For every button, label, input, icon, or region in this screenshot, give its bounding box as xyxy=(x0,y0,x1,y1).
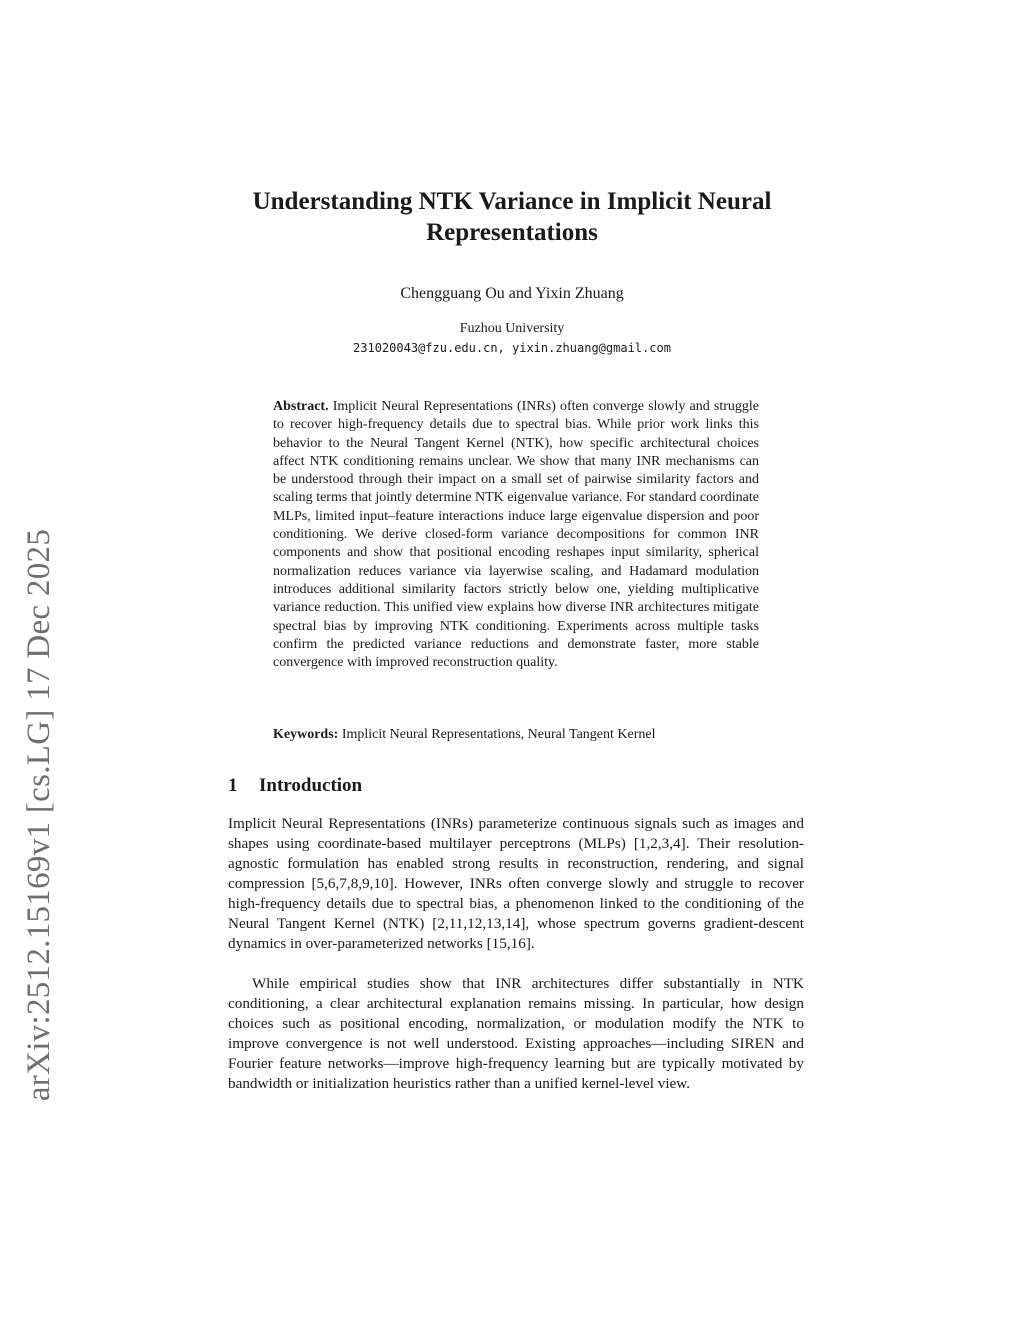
abstract xyxy=(273,398,759,672)
author-emails: 231020043@fzu.edu.cn, yixin.zhuang@gmail.com xyxy=(353,341,671,355)
abstract-text: Implicit Neural Representations (INRs) often converge slowly and struggle to recover high-frequency details due to spectral bias. While prior work links this behavior to the Neural Tangent Kernel (NTK), how specific architectural choices affect NTK conditioning remains unclear. We show that many INR mechanisms can be understood through their impact on a small set of pairwise similarity factors and scaling terms that jointly determine NTK eigenvalue variance. For standard coordinate MLPs, limited input–feature interactions induce large eigenvalue dispersion and poor conditioning. We derive closed-form variance decompositions for common INR components and show that positional encoding reshapes input similarity, spherical normalization reduces variance via layerwise scaling, and Hadamard modulation introduces additional similarity factors strictly below one, yielding multiplicative variance reduction. This unified view explains how diverse INR architectures mitigate spectral bias by improving NTK conditioning. Experiments across multiple tasks confirm the predicted variance reductions and demonstrate faster, more stable convergence with improved reconstruction quality. xyxy=(273,399,759,671)
paper-authors: Chengguang Ou and Yixin Zhuang xyxy=(400,285,624,302)
section-number: 1 xyxy=(228,775,238,796)
paper-title: Understanding NTK Variance in Implicit Neural Representations xyxy=(252,188,772,246)
keywords xyxy=(273,726,759,744)
section-title: Introduction xyxy=(259,775,363,796)
section-heading-introduction xyxy=(228,774,362,798)
intro-paragraph-2: While empirical studies show that INR architectures differ substantially in NTK conditioning, a clear architectural explanation remains missing. In particular, how design choices such as positional encoding, normalization, or modulation modify the NTK to improve convergence is not well understood. Existing approaches—including SIREN and Fourier feature networks—improve high-frequency learning but are typically motivated by bandwidth or initialization heuristics rather than a unified kernel-level view. xyxy=(228,975,804,1092)
abstract-label: Abstract. xyxy=(273,399,329,414)
keywords-text: Implicit Neural Representations, Neural Tangent Kernel xyxy=(341,727,656,742)
author-affiliation: Fuzhou University xyxy=(459,321,565,336)
arxiv-identifier-text: arXiv:2512.15169v1 [cs.LG] 17 Dec 2025 xyxy=(21,528,57,1102)
arxiv-identifier-stamp xyxy=(14,370,64,1260)
intro-paragraph-1: Implicit Neural Representations (INRs) parameterize continuous signals such as images and shapes using coordinate-based multilayer perceptrons (MLPs) [1,2,3,4]. Their resolution-agnostic formulation has enabled strong results in reconstruction, rendering, and signal compression [5,6,7,8,9,10]. However, INRs often converge slowly and struggle to recover high-frequency details due to spectral bias, a phenomenon linked to the conditioning of the Neural Tangent Kernel (NTK) [2,11,12,13,14], whose spectrum governs gradient-descent dynamics in over-parameterized networks [15,16]. xyxy=(228,815,804,952)
keywords-label: Keywords: xyxy=(273,727,339,742)
